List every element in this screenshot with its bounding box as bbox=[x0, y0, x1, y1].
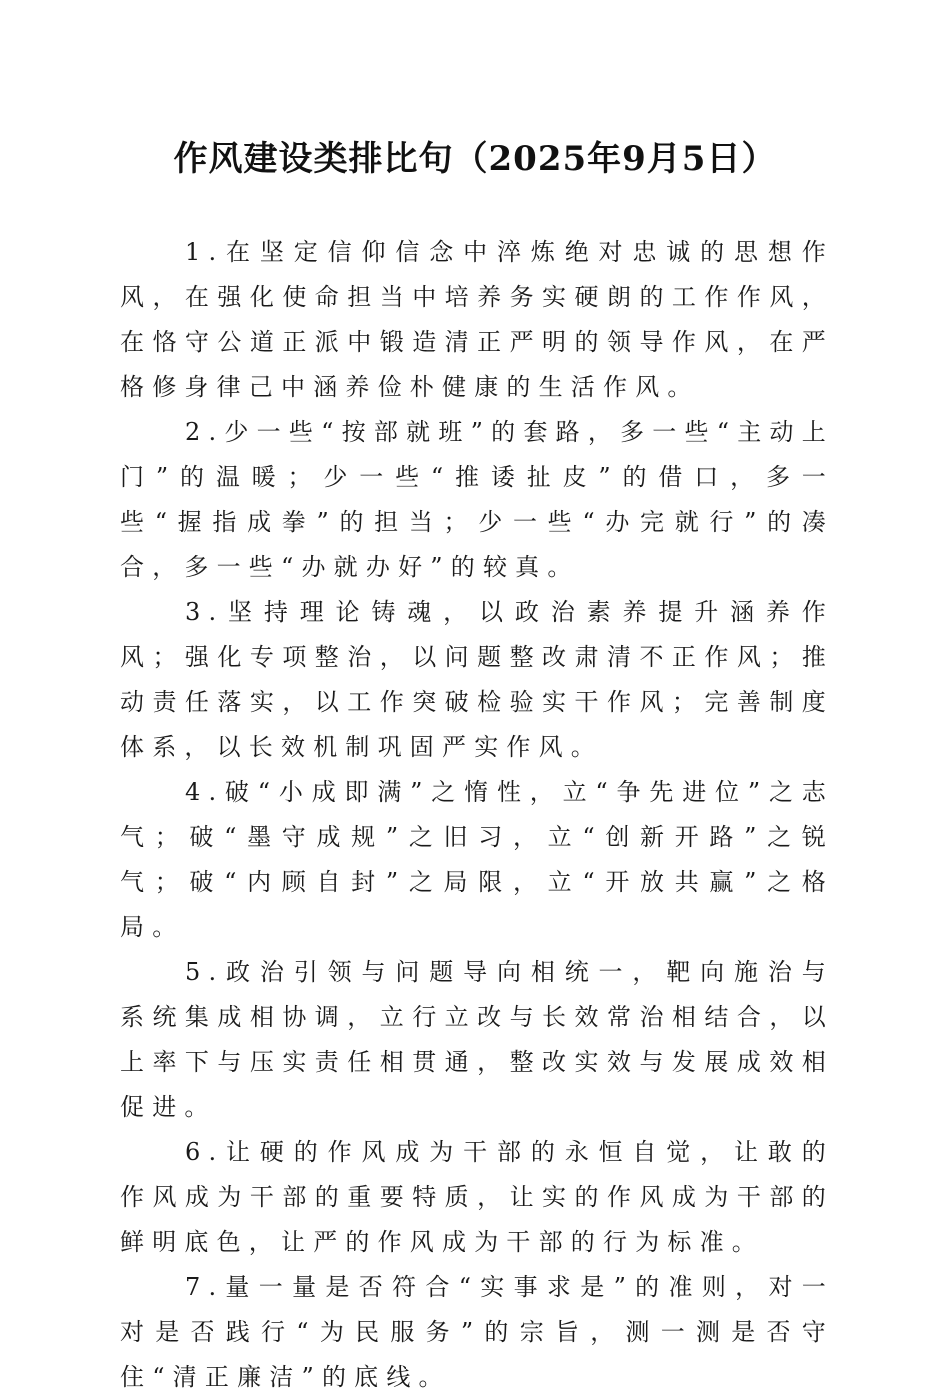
document-body bbox=[120, 230, 834, 1400]
paragraph-6: 6.让硬的作风成为干部的永恒自觉，让敢的作风成为干部的重要特质，让实的作风成为干部的鲜明底色，让严的作风成为干部的行为标准。 bbox=[120, 1138, 834, 1256]
paragraph-4: 4.破“小成即满”之惰性，立“争先进位”之志气；破“墨守成规”之旧习，立“创新开路”之锐气；破“内顾自封”之局限，立“开放共赢”之格局。 bbox=[120, 778, 834, 941]
paragraph-3: 3.坚持理论铸魂，以政治素养提升涵养作风；强化专项整治，以问题整改肃清不正作风；推动责任落实，以工作突破检验实干作风；完善制度体系，以长效机制巩固严实作风。 bbox=[120, 598, 834, 761]
paragraph-5: 5.政治引领与问题导向相统一，靶向施治与系统集成相协调，立行立改与长效常治相结合，以上率下与压实责任相贯通，整改实效与发展成效相促进。 bbox=[120, 958, 834, 1121]
paragraph-7: 7.量一量是否符合“实事求是”的准则，对一对是否践行“为民服务”的宗旨，测一测是否守住“清正廉洁”的底线。 bbox=[120, 1273, 834, 1391]
paragraph-1: 1.在坚定信仰信念中淬炼绝对忠诚的思想作风，在强化使命担当中培养务实硬朗的工作作风，在恪守公道正派中锻造清正严明的领导作风，在严格修身律己中涵养俭朴健康的生活作风。 bbox=[120, 238, 834, 401]
document-title: 作风建设类排比句（2025年9月5日） bbox=[173, 139, 777, 179]
paragraph-2: 2.少一些“按部就班”的套路，多一些“主动上门”的温暖；少一些“推诿扯皮”的借口，多一些“握指成拳”的担当；少一些“办完就行”的凑合，多一些“办就办好”的较真。 bbox=[120, 418, 834, 581]
